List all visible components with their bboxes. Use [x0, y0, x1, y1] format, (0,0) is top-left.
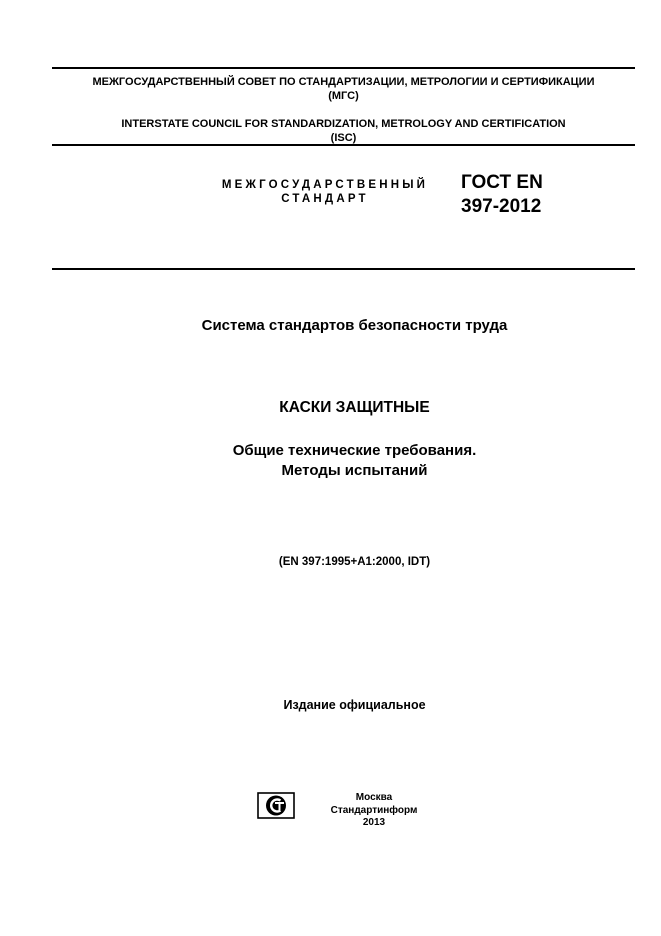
standard-number-line2: 397-2012	[461, 196, 542, 217]
standard-type-line1: МЕЖГОСУДАРСТВЕННЫЙ	[221, 179, 429, 191]
council-name-ru: МЕЖГОСУДАРСТВЕННЫЙ СОВЕТ ПО СТАНДАРТИЗАЦИИ, МЕТРОЛОГИИ И СЕРТИФИКАЦИИ	[92, 76, 595, 88]
equivalence-note: (EN 397:1995+A1:2000, IDT)	[278, 556, 431, 568]
top-rule	[52, 67, 635, 69]
standard-number-line1: ГОСТ EN	[461, 172, 543, 193]
standard-type-line2: СТАНДАРТ	[281, 193, 369, 205]
document-title: КАСКИ ЗАЩИТНЫЕ	[279, 399, 430, 416]
council-abbr-ru: (МГС)	[328, 90, 359, 102]
standartinform-logo-icon	[257, 792, 295, 819]
publication-year: 2013	[362, 817, 386, 828]
title-block-rule	[52, 268, 635, 270]
council-name-en: INTERSTATE COUNCIL FOR STANDARDIZATION, METROLOGY AND CERTIFICATION	[121, 118, 566, 130]
council-abbr-en: (ISC)	[330, 132, 357, 144]
document-subtitle-line1: Общие технические требования.	[232, 442, 477, 459]
header-rule	[52, 144, 635, 146]
edition-label: Издание официальное	[283, 698, 426, 712]
publisher-name: Стандартинформ	[330, 804, 418, 816]
document-subtitle-line2: Методы испытаний	[281, 462, 428, 479]
standards-system-title: Система стандартов безопасности труда	[201, 317, 508, 334]
publisher-city: Москва	[355, 792, 393, 803]
